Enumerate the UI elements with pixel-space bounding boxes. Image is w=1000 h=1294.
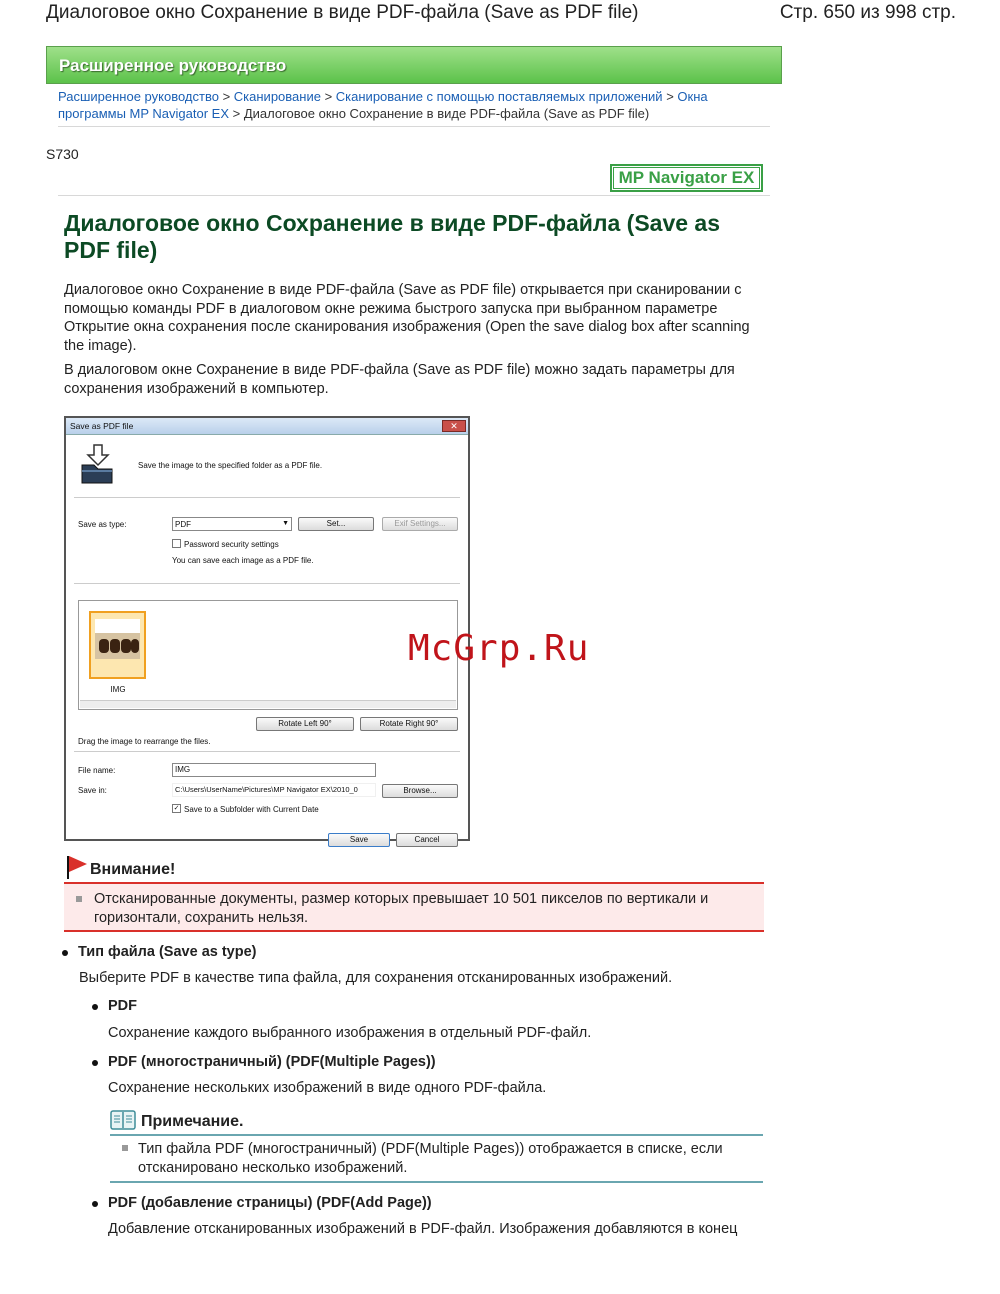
bullet-icon <box>92 1060 98 1066</box>
save-in-label: Save in: <box>78 786 107 795</box>
warning-flag-icon <box>66 854 88 880</box>
thumbnail-name: IMG <box>110 685 126 694</box>
divider <box>58 195 770 196</box>
divider <box>74 497 460 498</box>
breadcrumb-separator: > <box>324 89 333 104</box>
bullet-square-icon <box>76 896 82 902</box>
product-logo-text: MP Navigator EX <box>613 167 760 189</box>
section-type-desc: Выберите PDF в качестве типа файла, для сохранения отсканированных изображений. <box>79 970 673 986</box>
thumbnail-area[interactable] <box>78 600 458 710</box>
drag-hint: Drag the image to rearrange the files. <box>78 737 211 746</box>
product-logo <box>610 164 763 192</box>
breadcrumb-link-windows[interactable]: Окна программы MP Navigator EX <box>58 89 708 121</box>
password-checkbox[interactable] <box>172 539 181 548</box>
bullet-icon <box>62 950 68 956</box>
section-pdf-desc: Сохранение каждого выбранного изображения в отдельный PDF-файл. <box>108 1025 592 1041</box>
save-button[interactable]: Save <box>328 833 390 847</box>
section-multi-desc: Сохранение нескольких изображений в виде одного PDF-файла. <box>108 1080 547 1096</box>
note-divider <box>110 1134 763 1136</box>
bullet-icon <box>92 1004 98 1010</box>
breadcrumb-link-apps[interactable]: Сканирование с помощью поставляемых приложений <box>335 89 663 104</box>
thumbnail-image <box>95 619 140 659</box>
file-name-label: File name: <box>78 766 116 775</box>
save-as-type-select[interactable] <box>172 517 292 531</box>
dialog-title: Save as PDF file <box>70 421 134 431</box>
thumbnail[interactable] <box>89 611 146 679</box>
document-title: Диалоговое окно Сохранение в виде PDF-файла (Save as PDF file) <box>46 2 639 23</box>
breadcrumb-separator: > <box>232 106 241 121</box>
watermark: McGrp.Ru <box>408 628 590 669</box>
info-text: You can save each image as a PDF file. <box>172 556 314 565</box>
chevron-down-icon: ▼ <box>282 520 289 527</box>
close-icon[interactable]: ✕ <box>442 420 466 432</box>
breadcrumb-separator: > <box>666 89 674 104</box>
exif-settings-button[interactable]: Exif Settings... <box>382 517 458 531</box>
page-header <box>46 2 956 28</box>
page-counter: Стр. 650 из 998 стр. <box>779 2 956 23</box>
page-title: Диалоговое окно Сохранение в виде PDF-файла (Save as PDF file) <box>64 210 721 263</box>
horizontal-scrollbar[interactable] <box>80 700 456 708</box>
file-name-input[interactable]: IMG <box>172 763 376 777</box>
bullet-icon <box>92 1201 98 1207</box>
attention-text: Отсканированные документы, размер которых превышает 10 501 пикселов по вертикали и горизонтали, сохранить нельзя. <box>94 891 709 926</box>
divider <box>74 583 460 584</box>
dialog-header-text: Save the image to the specified folder as a PDF file. <box>138 461 323 470</box>
save-as-type-value: PDF <box>175 520 191 529</box>
note-title: Примечание. <box>141 1113 244 1130</box>
breadcrumb-link-guide[interactable]: Расширенное руководство <box>58 89 219 104</box>
note-divider <box>110 1181 763 1183</box>
set-button[interactable]: Set... <box>298 517 374 531</box>
note-text: Тип файла PDF (многостраничный) (PDF(Multiple Pages)) отображается в списке, если отсканировано несколько изображений. <box>138 1141 723 1176</box>
save-folder-icon <box>80 443 114 485</box>
bullet-square-icon <box>122 1145 128 1151</box>
save-in-path: C:\Users\UserName\Pictures\MP Navigator EX\2010_0 <box>172 783 376 797</box>
subfolder-label: Save to a Subfolder with Current Date <box>184 805 319 814</box>
breadcrumb-link-scanning[interactable]: Сканирование <box>233 89 321 104</box>
divider <box>74 751 460 752</box>
breadcrumb <box>58 88 772 122</box>
model-label: S730 <box>46 146 79 162</box>
intro-paragraph-1: Диалоговое окно Сохранение в виде PDF-файла (Save as PDF file) открывается при сканировании с помощью команды PDF в диалоговом окне режима быстрого запуска при выбранном параметре Открытие окна сохранения после сканирования изображения (Open the save dialog box after scanning the image). <box>64 282 750 354</box>
attention-box <box>64 882 764 932</box>
book-icon <box>110 1110 136 1130</box>
password-label: Password security settings <box>184 540 279 549</box>
dialog-titlebar <box>66 418 468 435</box>
guide-banner <box>46 46 782 84</box>
section-add-desc: Добавление отсканированных изображений в PDF-файл. Изображения добавляются в конец <box>108 1221 738 1237</box>
browse-button[interactable]: Browse... <box>382 784 458 798</box>
rotate-right-button[interactable]: Rotate Right 90° <box>360 717 458 731</box>
subfolder-checkbox[interactable]: ✓ <box>173 805 180 812</box>
divider <box>58 126 770 127</box>
banner-label: Расширенное руководство <box>59 56 287 75</box>
breadcrumb-separator: > <box>222 89 231 104</box>
intro-paragraph-2: В диалоговом окне Сохранение в виде PDF-файла (Save as PDF file) можно задать параметры для сохранения изображений в компьютер. <box>64 362 735 397</box>
rotate-left-button[interactable]: Rotate Left 90° <box>256 717 354 731</box>
breadcrumb-current: Диалоговое окно Сохранение в виде PDF-файла (Save as PDF file) <box>243 106 650 121</box>
save-as-type-label: Save as type: <box>78 520 127 529</box>
attention-title: Внимание! <box>90 861 176 878</box>
cancel-button[interactable]: Cancel <box>396 833 458 847</box>
